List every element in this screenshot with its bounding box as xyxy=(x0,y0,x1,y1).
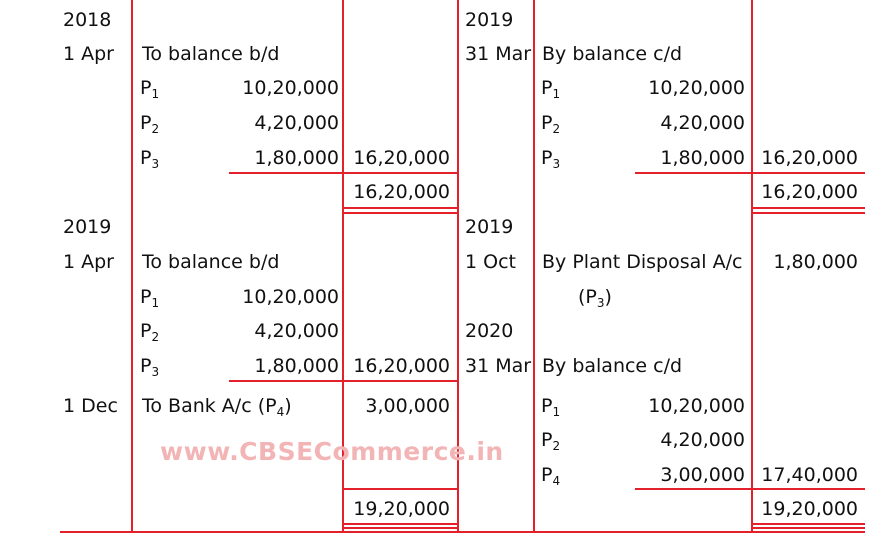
asset-value-p2: 4,20,000 xyxy=(660,112,745,134)
asset-label-p3: $P_3$ xyxy=(140,147,160,171)
debit-subtotal-rule-1 xyxy=(229,172,457,174)
total-amount: 19,20,000 xyxy=(353,498,450,520)
by-plant-disposal: By Plant Disposal A/c xyxy=(542,251,743,273)
year-2019: 2019 xyxy=(465,216,514,238)
credit-total-rule-1b xyxy=(751,212,865,214)
debit-total-rule-2c xyxy=(342,527,457,529)
asset-label-p3: $P_3$ xyxy=(140,355,160,379)
asset-label-p3: $P_3$ xyxy=(541,147,561,171)
year-2019: 2019 xyxy=(63,216,112,238)
asset-label-p2: $P_2$ xyxy=(541,429,561,453)
asset-label-p1: $P_1$ xyxy=(541,77,561,101)
asset-value-p2: 4,20,000 xyxy=(254,320,339,342)
asset-label-p1: $P_1$ xyxy=(541,395,561,419)
year-2019: 2019 xyxy=(465,9,514,31)
bank-amount: 3,00,000 xyxy=(365,395,450,417)
asset-value-p1: 10,20,000 xyxy=(648,77,745,99)
date-1-oct: 1 Oct xyxy=(465,251,516,273)
to-balance-bd: To balance b/d xyxy=(142,251,280,273)
credit-total-rule-2b xyxy=(751,527,865,529)
credit-amount-rule xyxy=(751,0,753,532)
debit-total-rule-2a xyxy=(342,488,457,490)
debit-total-rule-1a xyxy=(342,207,457,209)
credit-total-rule-2a xyxy=(751,523,865,525)
year-2018: 2018 xyxy=(63,9,112,31)
asset-label-p4: $P_4$ xyxy=(541,464,561,488)
asset-label-p2: $P_2$ xyxy=(541,112,561,136)
asset-label-p1: $P_1$ xyxy=(140,286,160,310)
bottom-rule xyxy=(60,531,865,533)
asset-value-p3: 1,80,000 xyxy=(254,147,339,169)
credit-total-rule-1a xyxy=(751,207,865,209)
to-bank-account: To Bank A/c $(P_4)$ xyxy=(142,395,292,419)
debit-total-rule-1b xyxy=(342,212,457,214)
credit-subtotal-rule-1 xyxy=(635,172,865,174)
year-2020: 2020 xyxy=(465,320,514,342)
asset-value-p3: 1,80,000 xyxy=(660,147,745,169)
asset-label-p1: $P_1$ xyxy=(140,77,160,101)
date-31-mar: 31 Mar xyxy=(465,355,532,377)
date-1-apr: 1 Apr xyxy=(63,43,114,65)
by-balance-cd: By balance c/d xyxy=(542,355,683,377)
date-31-mar: 31 Mar xyxy=(465,43,532,65)
to-balance-bd: To balance b/d xyxy=(142,43,280,65)
debit-date-rule xyxy=(131,0,133,532)
asset-value-p1: 10,20,000 xyxy=(242,286,339,308)
asset-value-p1: 10,20,000 xyxy=(242,77,339,99)
subtotal-amount: 16,20,000 xyxy=(353,355,450,377)
total-amount: 19,20,000 xyxy=(761,498,858,520)
date-1-dec: 1 Dec xyxy=(63,395,118,417)
asset-value-p2: 4,20,000 xyxy=(660,429,745,451)
subtotal-amount: 17,40,000 xyxy=(761,464,858,486)
plant-disposal-amount: 1,80,000 xyxy=(773,251,858,273)
asset-label-p2: $P_2$ xyxy=(140,112,160,136)
asset-value-p1: 10,20,000 xyxy=(648,395,745,417)
asset-label-p2: $P_2$ xyxy=(140,320,160,344)
debit-subtotal-rule-2 xyxy=(229,380,457,382)
subtotal-amount: 16,20,000 xyxy=(761,147,858,169)
total-amount: 16,20,000 xyxy=(761,181,858,203)
subtotal-amount: 16,20,000 xyxy=(353,147,450,169)
debit-total-rule-2b xyxy=(342,523,457,525)
watermark: www.CBSECommerce.in xyxy=(160,437,504,466)
total-amount: 16,20,000 xyxy=(353,181,450,203)
date-1-apr: 1 Apr xyxy=(63,251,114,273)
asset-value-p4: 3,00,000 xyxy=(660,464,745,486)
asset-value-p2: 4,20,000 xyxy=(254,112,339,134)
credit-date-rule xyxy=(533,0,535,532)
by-balance-cd: By balance c/d xyxy=(542,43,683,65)
credit-subtotal-rule-2 xyxy=(635,488,865,490)
asset-value-p3: 1,80,000 xyxy=(254,355,339,377)
plant-disposal-asset: $(P_3)$ xyxy=(578,286,612,310)
